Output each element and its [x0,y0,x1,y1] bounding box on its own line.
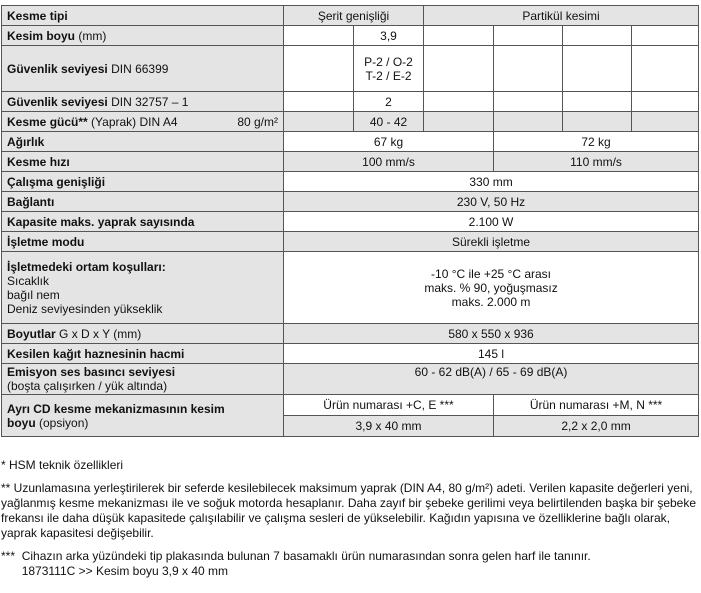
header-serit-genisligi: Şerit genişliği [284,6,424,26]
row-kapasite [2,212,699,232]
label-guvenlik-32757: Güvenlik seviyesi DIN 32757 – 1 [2,92,284,112]
value-guvenlik-66399: P-2 / O-2 T-2 / E-2 [354,46,424,92]
row-kesme-hizi [2,152,699,172]
footnote-2: ** Uzunlamasına yerleştirilerek bir seferde kesilebilecek maksimum yaprak (DIN A4, 80 g/m²) adeti. Verilen kapasite değerleri yeni, yağlanmış kesme mekanizması ile ve soğuk motorda hesaplanır. Daha zayıf bir şebeke gerilimi veya belirtilenden başka bir şebeke frekansı ile daha düşük kapasitede çalışılabilir ve çalışma sesleri de yükselebilir. Kağıdın yapısına ve özelliklerine bağlı olarak, yaprak kapasitesi değişebilir. [1,481,697,540]
label-cd-kesim: Ayrı CD kesme mekanizmasının kesim boyu (opsiyon) [2,395,284,437]
value-ortam-kosullari: -10 °C ile +25 °C arası maks. % 90, yoğuşmasız maks. 2.000 m [284,252,699,324]
spec-table [1,5,699,437]
value-isletme-modu: Sürekli işletme [284,232,699,252]
value-emisyon: 60 - 62 dB(A) / 65 - 69 dB(A) [284,364,699,395]
row-cd-header [2,395,699,416]
value-kapasite: 2.100 W [284,212,699,232]
value-kesme-hizi-2: 110 mm/s [494,152,699,172]
table-header-row [2,6,699,26]
value-boyutlar: 580 x 550 x 936 [284,324,699,344]
value-kesme-gucu: 40 - 42 [354,112,424,132]
row-guvenlik-32757 [2,92,699,112]
header-kesme-tipi: Kesme tipi [2,6,284,26]
label-hazne: Kesilen kağıt haznesinin hacmi [2,344,284,364]
footnote-3: *** Cihazın arka yüzündeki tip plakasında bulunan 7 basamaklı ürün numarasından sonra gelen harf ile tanınır. 1873111C >> Kesim boyu 3,9 x 40 mm [1,549,591,578]
value-kesme-hizi-1: 100 mm/s [284,152,494,172]
value-kesim-boyu: 3,9 [354,26,424,46]
label-calisma-genisligi: Çalışma genişliği [2,172,284,192]
row-calisma-genisligi [2,172,699,192]
row-isletme-modu [2,232,699,252]
row-boyutlar [2,324,699,344]
value-agirlik-1: 67 kg [284,132,494,152]
label-boyutlar: Boyutlar G x D x Y (mm) [2,324,284,344]
row-baglanti [2,192,699,212]
value-baglanti: 230 V, 50 Hz [284,192,699,212]
label-isletme-modu: İşletme modu [2,232,284,252]
row-ortam-kosullari [2,252,699,324]
row-guvenlik-66399 [2,46,699,92]
label-ortam-kosullari: İşletmedeki ortam koşulları: Sıcaklık bağıl nem Deniz seviyesinden yükseklik [2,252,284,324]
row-kesme-gucu [2,112,699,132]
label-baglanti: Bağlantı [2,192,284,212]
footnote-1: * HSM teknik özellikleri [1,458,124,472]
label-kesme-gucu: Kesme gücü** (Yaprak) DIN A4 80 g/m² [2,112,284,132]
label-emisyon: Emisyon ses basıncı seviyesi (boşta çalışırken / yük altında) [2,364,284,395]
value-guvenlik-32757: 2 [354,92,424,112]
row-emisyon [2,364,699,395]
value-agirlik-2: 72 kg [494,132,699,152]
header-partikul-kesimi: Partikül kesimi [424,6,699,26]
cd-urun-no-ce: Ürün numarası +C, E *** [284,395,494,416]
row-agirlik [2,132,699,152]
value-calisma-genisligi: 330 mm [284,172,699,192]
label-guvenlik-66399: Güvenlik seviyesi DIN 66399 [2,46,284,92]
label-kesim-boyu: Kesim boyu (mm) [2,26,284,46]
cd-value-1: 3,9 x 40 mm [284,416,494,437]
footnotes [1,458,697,579]
cd-value-2: 2,2 x 2,0 mm [494,416,699,437]
row-hazne [2,344,699,364]
label-agirlik: Ağırlık [2,132,284,152]
cd-urun-no-mn: Ürün numarası +M, N *** [494,395,699,416]
label-kapasite: Kapasite maks. yaprak sayısında [2,212,284,232]
row-kesim-boyu [2,26,699,46]
label-kesme-hizi: Kesme hızı [2,152,284,172]
value-hazne: 145 l [284,344,699,364]
